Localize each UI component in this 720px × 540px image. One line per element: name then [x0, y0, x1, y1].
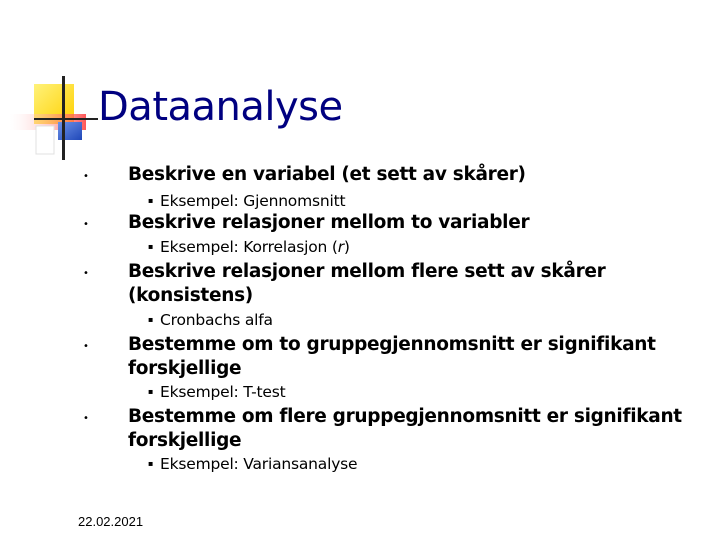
bullet-icon: •: [83, 268, 89, 279]
slide-date: 22.02.2021: [78, 514, 144, 529]
bullet-item-3: [83, 260, 606, 308]
bullet-icon: •: [83, 341, 89, 352]
sub-bullet-text: Eksempel: T-test: [160, 383, 286, 401]
sub-bullet-text: Eksempel: Variansanalyse: [160, 455, 358, 473]
bullet-item-4: [83, 333, 656, 381]
bullet-text-line-2: forskjellige: [128, 358, 242, 379]
sub-bullet-item-3: [148, 310, 273, 330]
sub-bullet-icon: ▪: [148, 242, 154, 251]
sub-bullet-text: Eksempel: Gjennomsnitt: [160, 192, 346, 210]
sub-bullet-text: Cronbachs alfa: [160, 311, 273, 329]
sub-bullet-item-5: [148, 454, 358, 474]
bullet-icon: •: [83, 219, 89, 230]
sub-bullet-text-italic: r: [337, 238, 344, 256]
sub-bullet-icon: ▪: [148, 315, 154, 324]
sub-bullet-text: [160, 237, 350, 257]
bullet-text: Beskrive en variabel (et sett av skårer): [128, 164, 526, 185]
bullet-text-line-1: Beskrive relasjoner mellom flere sett av skårer: [128, 261, 606, 282]
bullet-icon: •: [83, 413, 89, 424]
sub-bullet-item-2: [148, 237, 350, 257]
bullet-text: Beskrive relasjoner mellom to variabler: [128, 212, 530, 233]
slide-title: Dataanalyse: [98, 84, 343, 130]
sub-bullet-icon: ▪: [148, 387, 154, 396]
bullet-item-2: [83, 211, 530, 235]
sub-bullet-icon: ▪: [148, 459, 154, 468]
sub-bullet-item-4: [148, 382, 286, 402]
bullet-text-line-1: Bestemme om flere gruppegjennomsnitt er signifikant: [128, 406, 682, 427]
sub-bullet-text-suffix: ): [343, 238, 350, 256]
bullet-item-5: [83, 405, 682, 453]
bullet-text-line-2: forskjellige: [128, 430, 242, 451]
bullet-text-line-2: (konsistens): [128, 285, 253, 306]
bullet-icon: •: [83, 171, 89, 182]
bullet-item-1: [83, 163, 526, 187]
sub-bullet-text-prefix: Eksempel: Korrelasjon (: [160, 238, 338, 256]
sub-bullet-item-1: [148, 191, 346, 211]
bullet-text-line-1: Bestemme om to gruppegjennomsnitt er signifikant: [128, 334, 656, 355]
sub-bullet-icon: ▪: [148, 196, 154, 205]
